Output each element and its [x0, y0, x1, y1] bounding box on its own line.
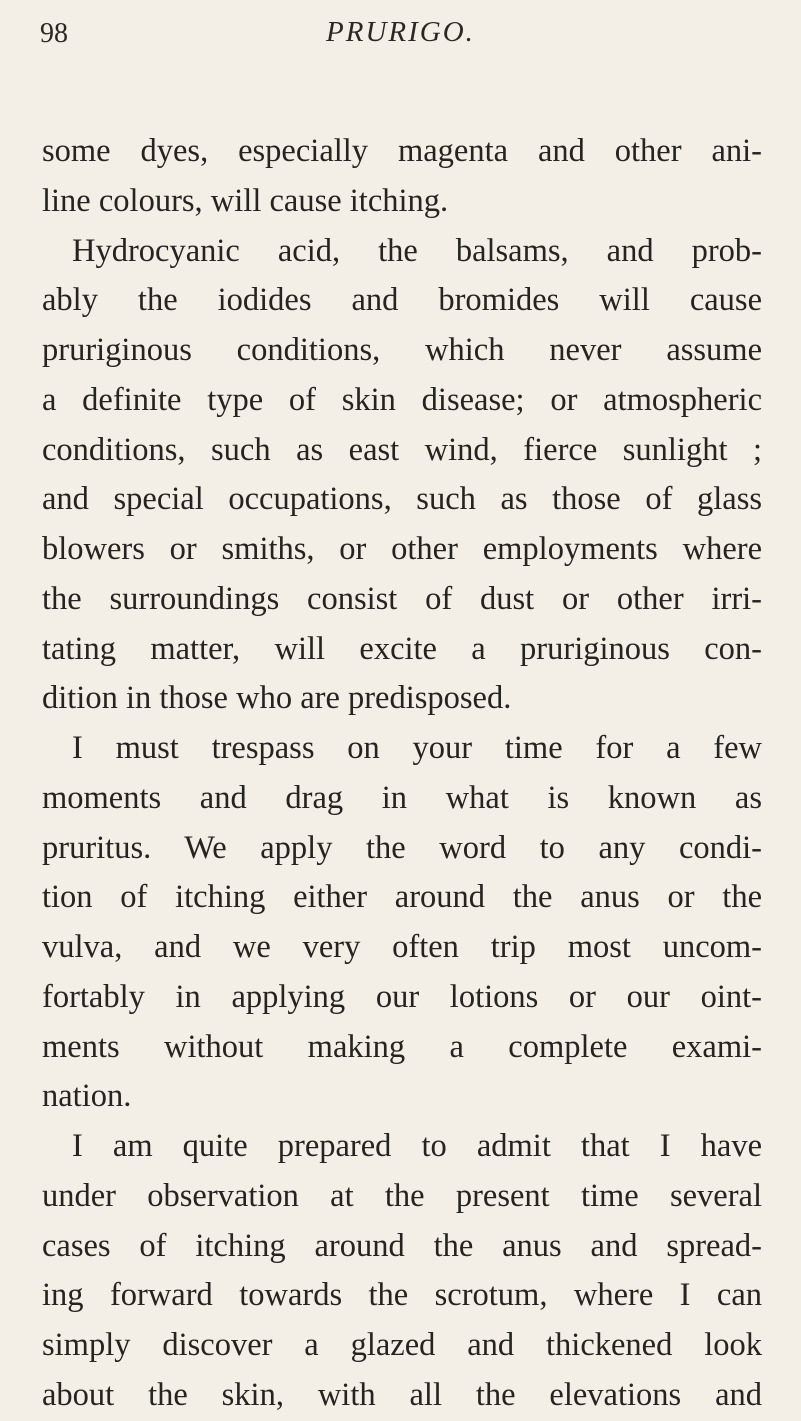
body-text [42, 127, 762, 1421]
text-line: some dyes, especially magenta and other ani- [42, 133, 762, 169]
text-line: fortably in applying our lotions or our oint- [42, 978, 762, 1015]
text-line: pruriginous conditions, which never assume [42, 332, 762, 368]
text-line: tating matter, will excite a pruriginous con- [42, 630, 762, 667]
text-line: tion of itching either around the anus or the [42, 879, 762, 916]
text-line: the surroundings consist of dust or other irri- [42, 580, 762, 617]
text-line: about the skin, with all the elevations and [42, 1376, 762, 1413]
text-line: ing forward towards the scrotum, where I can [42, 1277, 762, 1314]
text-line: and special occupations, such as those of glass [42, 481, 762, 518]
text-line: Hydrocyanic acid, the balsams, and prob- [72, 232, 762, 269]
text-line: vulva, and we very often trip most uncom- [42, 929, 762, 965]
text-line: nation. [42, 1078, 132, 1115]
text-line: line colours, will cause itching. [42, 182, 449, 219]
text-line: under observation at the present time several [42, 1177, 762, 1214]
text-line: pruritus. We apply the word to any condi- [42, 829, 762, 866]
text-line: conditions, such as east wind, fierce sunlight ; [42, 431, 762, 468]
running-head [0, 14, 801, 64]
text-line: dition in those who are predisposed. [42, 680, 512, 717]
text-line: blowers or smiths, or other employments where [42, 531, 762, 567]
page-number: 98 [40, 18, 68, 49]
text-line: cases of itching around the anus and spread- [42, 1227, 762, 1264]
text-line: a definite type of skin disease; or atmospheric [42, 381, 762, 418]
text-line: I am quite prepared to admit that I have [72, 1128, 762, 1164]
running-title: PRURIGO. [326, 16, 475, 48]
text-line: I must trespass on your time for a few [72, 730, 762, 766]
text-line: simply discover a glazed and thickened look [42, 1327, 762, 1363]
text-line: ably the iodides and bromides will cause [42, 282, 762, 319]
text-line: ments without making a complete exami- [42, 1028, 762, 1065]
text-line: moments and drag in what is known as [42, 779, 762, 816]
